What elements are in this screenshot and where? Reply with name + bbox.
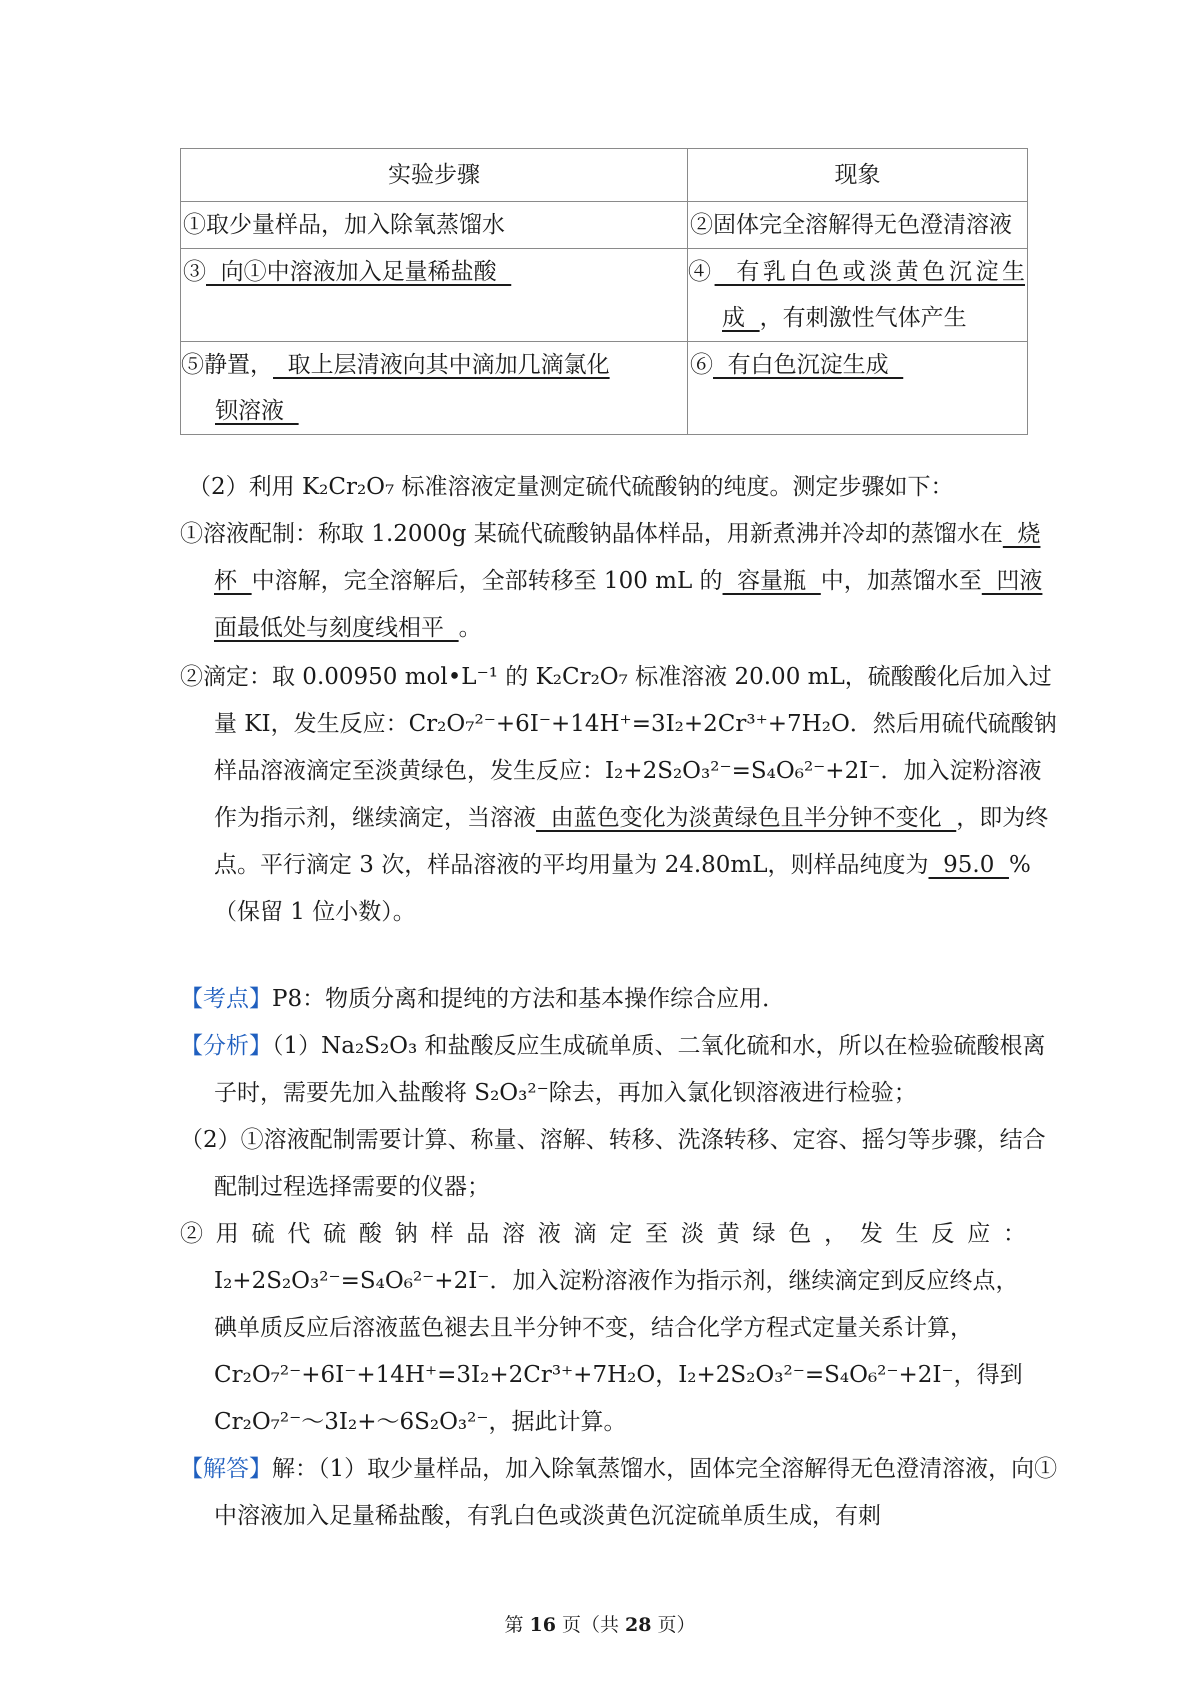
answer-blank: 容量瓶	[722, 568, 821, 594]
step-cell: ⑤静置， 取上层清液向其中滴加几滴氯化 钡溶液	[181, 342, 688, 435]
step-titration: ②滴定：取 0.00950 mol•L⁻¹ 的 K₂Cr₂O₇ 标准溶液 20.00 mL，硫酸酸化后加入过量 KI，发生反应：Cr₂O₇²⁻+6I⁻+14H⁺=3I₂+2Cr³⁺+7H₂O．然后用硫代硫酸钠样品溶液滴定至淡黄绿色，发生反应：I₂+2S₂O₃²⁻=S₄O₆²⁻+2I⁻．加入淀粉溶液作为指示剂，继续滴定，当溶液 由蓝色变化为淡黄绿色且半分钟不变化 ，即为终点。平行滴定 3 次，样品溶液的平均用量为 24.80mL，则样品纯度为 95.0 %（保留 1 位小数）。	[180, 664, 1057, 925]
question-2-intro: （2）利用 K₂Cr₂O₇ 标准溶液定量测定硫代硫酸钠的纯度。测定步骤如下：	[188, 474, 954, 500]
answer-blank: 成	[722, 305, 760, 331]
answer-blank: 由蓝色变化为淡黄绿色且半分钟不变化	[536, 805, 957, 831]
total-pages: 28	[625, 1614, 652, 1636]
answer-blank: 烧杯	[214, 521, 1041, 594]
kaodian-tag: 【考点】	[180, 986, 272, 1012]
fenxi-part-2: （2）①溶液配制需要计算、称量、溶解、转移、洗涤转移、定容、摇匀等步骤，结合配制过程选择需要的仪器；	[180, 1127, 1046, 1200]
phenomenon-cell: ②固体完全溶解得无色澄清溶液	[688, 202, 1028, 249]
answer-blank: 凹液面最低处与刻度线相平	[214, 568, 1043, 641]
fenxi-tag: 【分析】	[180, 1033, 272, 1059]
answer-blank: 95.0	[928, 852, 1009, 878]
step-cell: ①取少量样品，加入除氧蒸馏水	[181, 202, 688, 249]
phenomenon-cell: ⑥ 有白色沉淀生成	[688, 342, 1028, 435]
jieda-tag: 【解答】	[180, 1456, 272, 1482]
kaodian-section: 【考点】P8：物质分离和提纯的方法和基本操作综合应用．	[180, 986, 786, 1012]
page-number: 16	[529, 1614, 556, 1636]
table-header-row	[181, 149, 1028, 202]
step-solution-prep: ①溶液配制：称取 1.2000g 某硫代硫酸钠晶体样品，用新煮沸并冷却的蒸馏水在 烧杯 中溶解，完全溶解后，全部转移至 100 mL 的 容量瓶 中，加蒸馏水至 凹液面最低处与刻度线相平 。	[180, 521, 1043, 641]
table-row	[181, 249, 1028, 342]
experiment-table	[180, 148, 1028, 435]
table-row	[181, 342, 1028, 435]
page-footer: 第 16 页（共 28 页）	[504, 1614, 696, 1636]
header-steps: 实验步骤	[181, 149, 688, 202]
fenxi-part-3: ② 用 硫 代 硫 酸 钠 样 品 溶 液 滴 定 至 淡 黄 绿 色 ， 发 生 反 应 ： I₂+2S₂O₃²⁻=S₄O₆²⁻+2I⁻．加入淀粉溶液作为指示剂，继续滴定到反应终点，碘单质反应后溶液蓝色褪去且半分钟不变，结合化学方程式定量关系计算，Cr₂O₇²⁻+6I⁻+14H⁺=3I₂+2Cr³⁺+7H₂O，I₂+2S₂O₃²⁻=S₄O₆²⁻+2I⁻，得到 Cr₂O₇²⁻～3I₂+～6S₂O₃²⁻，据此计算。	[180, 1221, 1026, 1435]
answer-blank: 有乳白色或淡黄色沉淀生	[714, 259, 1026, 285]
header-phenomena: 现象	[688, 149, 1028, 202]
step-cell: ③ 向①中溶液加入足量稀盐酸	[181, 249, 688, 342]
jieda-section: 【解答】解：（1）取少量样品，加入除氧蒸馏水，固体完全溶解得无色澄清溶液，向①中溶液加入足量稀盐酸，有乳白色或淡黄色沉淀硫单质生成，有刺	[180, 1456, 1058, 1529]
answer-blank: 取上层清液向其中滴加几滴氯化	[273, 352, 610, 378]
fenxi-section: 【分析】（1）Na₂S₂O₃ 和盐酸反应生成硫单质、二氧化硫和水，所以在检验硫酸根离子时，需要先加入盐酸将 S₂O₃²⁻除去，再加入氯化钡溶液进行检验；	[180, 1033, 1046, 1106]
phenomenon-cell: ④ 有乳白色或淡黄色沉淀生 成 ，有刺激性气体产生	[688, 249, 1028, 342]
answer-blank: 向①中溶液加入足量稀盐酸	[206, 259, 512, 285]
answer-blank: 钡溶液	[215, 398, 299, 424]
answer-blank: 有白色沉淀生成	[713, 352, 904, 378]
table-row	[181, 202, 1028, 249]
